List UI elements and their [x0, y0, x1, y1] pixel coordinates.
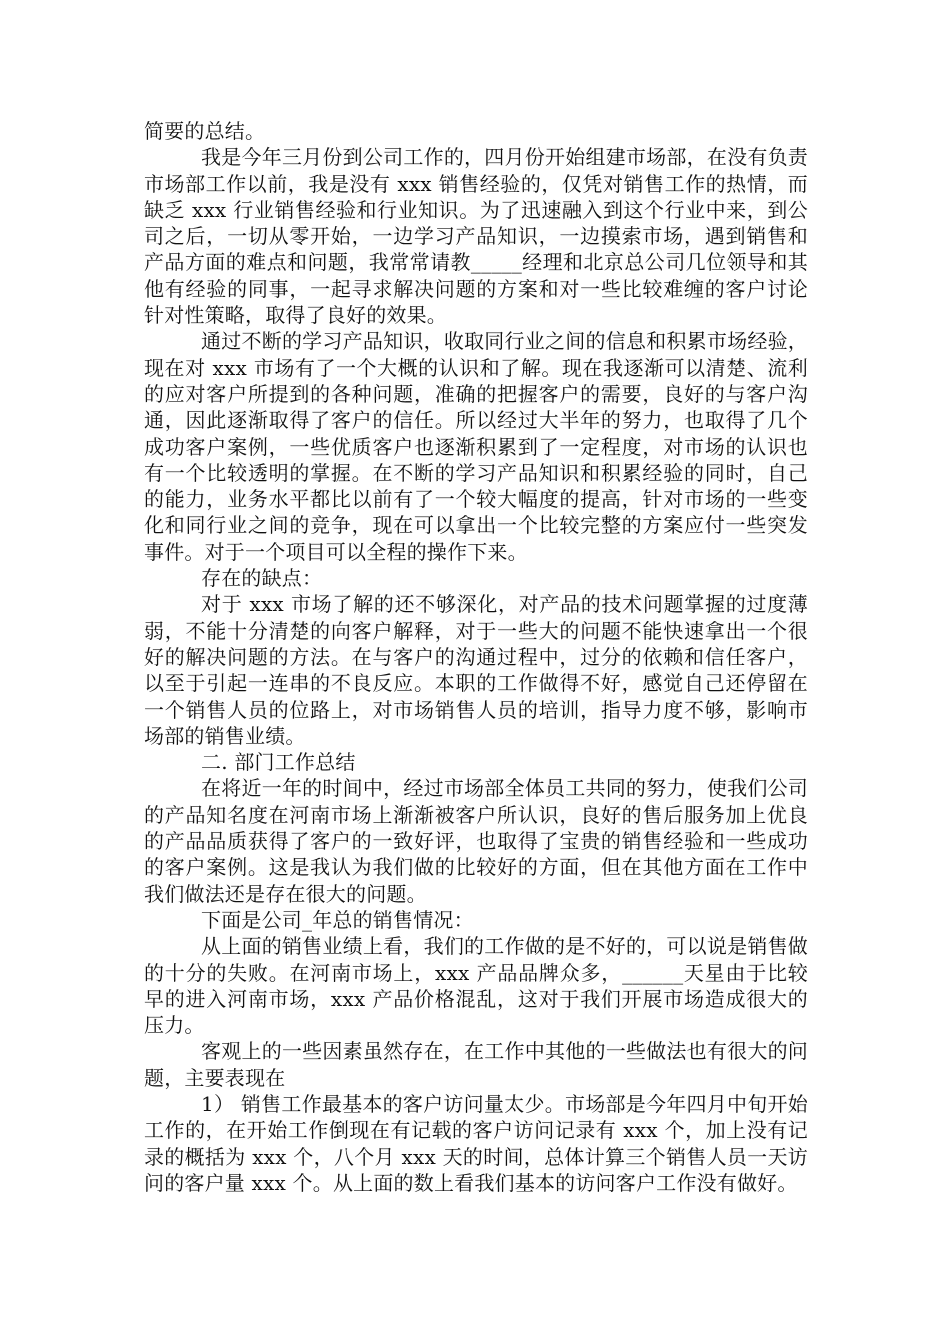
- paragraph-personal-start: 我是今年三月份到公司工作的，四月份开始组建市场部，在没有负责市场部工作以前，我是没有 xxx 销售经验的，仅凭对销售工作的热情，而缺乏 xxx 行业销售经验和行业知识。为了迅速融入到这个行业中来，到公司之后，一切从零开始，一边学习产品知识，一边摸索市场，遇到销售和产品方面的难点和问题，我常常请教_____经理和北京总公司几位领导和其他有经验的同事，一起寻求解决问题的方案和对一些比较难缠的客户讨论针对性策略，取得了良好的效果。: [144, 145, 808, 328]
- heading-shortcomings: 存在的缺点：: [201, 566, 323, 591]
- paragraph-personal-progress: 通过不断的学习产品知识，收取同行业之间的信息和积累市场经验，现在对 xxx 市场有了一个大概的认识和了解。现在我逐渐可以清楚、流利的应对客户所提到的各种问题，准确的把握客户的需要，良好的与客户沟通，因此逐渐取得了客户的信任。所以经过大半年的努力，也取得了几个成功客户案例，一些优质客户也逐渐积累到了一定程度，对市场的认识也有一个比较透明的掌握。在不断的学习产品知识和积累经验的同时，自己的能力，业务水平都比以前有了一个较大幅度的提高，针对市场的一些变化和同行业之间的竞争，现在可以拿出一个比较完整的方案应付一些突发事件。对于一个项目可以全程的操作下来。: [144, 329, 808, 564]
- paragraph-sales-intro: 下面是公司_年总的销售情况：: [201, 907, 474, 932]
- document-body: [144, 118, 808, 1196]
- paragraph-problems-intro: 客观上的一些因素虽然存在，在工作中其他的一些做法也有很大的问题，主要表现在: [144, 1039, 808, 1090]
- paragraph-department-summary: 在将近一年的时间中，经过市场部全体员工共同的努力，使我们公司的产品知名度在河南市场上渐渐被客户所认识，良好的售后服务加上优良的产品品质获得了客户的一致好评，也取得了宝贵的销售经验和一些成功的客户案例。这是我认为我们做的比较好的方面，但在其他方面在工作中我们做法还是存在很大的问题。: [144, 776, 808, 906]
- heading-department-summary: 二. 部门工作总结: [201, 750, 356, 775]
- paragraph-problem-1: 1） 销售工作最基本的客户访问量太少。市场部是今年四月中旬开始工作的，在开始工作倒现在有记载的客户访问记录有 xxx 个，加上没有记录的概括为 xxx 个，八个月 xxx 天的时间，总体计算三个销售人员一天访问的客户量 xxx 个。从上面的数上看我们基本的访问客户工作没有做好。: [144, 1091, 808, 1195]
- paragraph-intro-ending: 简要的总结。: [144, 119, 266, 143]
- paragraph-shortcomings: 对于 xxx 市场了解的还不够深化，对产品的技术问题掌握的过度薄弱，不能十分清楚的向客户解释，对于一些大的问题不能快速拿出一个很好的解决问题的方法。在与客户的沟通过程中，过分的依赖和信任客户，以至于引起一连串的不良反应。本职的工作做得不好，感觉自己还停留在一个销售人员的位路上，对市场销售人员的培训，指导力度不够，影响市场部的销售业绩。: [144, 592, 808, 748]
- paragraph-sales-analysis: 从上面的销售业绩上看，我们的工作做的是不好的，可以说是销售做的十分的失败。在河南市场上，xxx 产品品牌众多，______天星由于比较早的进入河南市场，xxx 产品价格混乱，这对于我们开展市场造成很大的压力。: [144, 934, 808, 1038]
